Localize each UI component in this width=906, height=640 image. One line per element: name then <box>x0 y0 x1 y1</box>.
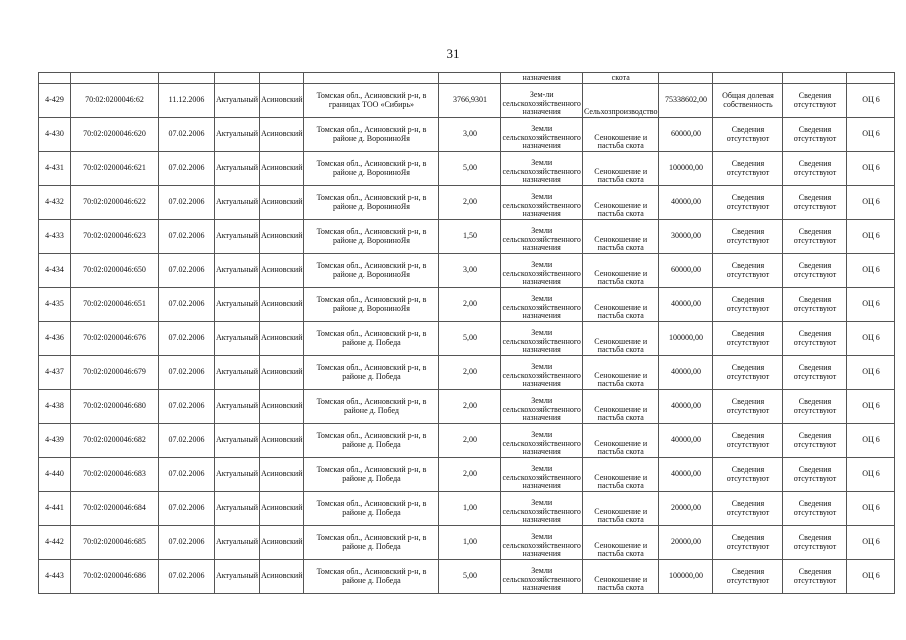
cell-empty <box>215 73 260 84</box>
cell-code: ОЦ 6 <box>847 356 895 390</box>
cell-purpose: Земли сельскохозяйственного назначения <box>501 356 582 390</box>
cell-status: Актуальный <box>215 254 260 288</box>
table-row <box>39 220 895 254</box>
cell-cad: 70:02:0200046:685 <box>71 526 159 560</box>
cell-holder: Сведения отсутствуют <box>783 390 847 424</box>
cell-status: Актуальный <box>215 526 260 560</box>
cell-status: Актуальный <box>215 424 260 458</box>
cell-cad: 70:02:0200046:620 <box>71 118 159 152</box>
cell-area: 5,00 <box>439 152 501 186</box>
cell-district: Асиновский <box>260 186 304 220</box>
table-row <box>39 322 895 356</box>
cell-code: ОЦ 6 <box>847 424 895 458</box>
cell-date: 07.02.2006 <box>159 254 215 288</box>
cell-area: 2,00 <box>439 458 501 492</box>
cell-holder: Сведения отсутствуют <box>783 84 847 118</box>
cell-area: 2,00 <box>439 356 501 390</box>
cell-value: 40000,00 <box>659 424 713 458</box>
cell-no: 4-439 <box>39 424 71 458</box>
cell-cad: 70:02:0200046:686 <box>71 560 159 594</box>
cell-right: Сведения отсутствуют <box>713 254 783 288</box>
cell-use: Сенокошение и пастьба скота <box>582 390 659 424</box>
cell-area: 1,00 <box>439 526 501 560</box>
cell-holder: Сведения отсутствуют <box>783 356 847 390</box>
cell-date: 07.02.2006 <box>159 152 215 186</box>
cell-use: Сенокошение и пастьба скота <box>582 288 659 322</box>
cell-purpose: Земли сельскохозяйственного назначения <box>501 152 582 186</box>
cell-status: Актуальный <box>215 322 260 356</box>
cell-purpose: Земли сельскохозяйственного назначения <box>501 492 582 526</box>
cell-empty <box>659 73 713 84</box>
cell-addr: Томская обл., Асиновский р-н, в районе д. ВорониноЯя <box>304 288 439 322</box>
cell-purpose: Земли сельскохозяйственного назначения <box>501 560 582 594</box>
cell-use: Сенокошение и пастьба скота <box>582 458 659 492</box>
cell-code: ОЦ 6 <box>847 492 895 526</box>
cell-cad: 70:02:0200046:622 <box>71 186 159 220</box>
cell-purpose: Зем-ли сельскохозяйственного назначения <box>501 84 582 118</box>
cell-code: ОЦ 6 <box>847 560 895 594</box>
cell-code: ОЦ 6 <box>847 84 895 118</box>
cell-no: 4-440 <box>39 458 71 492</box>
table-row <box>39 356 895 390</box>
cell-date: 07.02.2006 <box>159 288 215 322</box>
cell-purpose: Земли сельскохозяйственного назначения <box>501 390 582 424</box>
cell-code: ОЦ 6 <box>847 288 895 322</box>
cell-area: 5,00 <box>439 560 501 594</box>
cell-holder: Сведения отсутствуют <box>783 152 847 186</box>
cell-purpose: Земли сельскохозяйственного назначения <box>501 220 582 254</box>
table-row <box>39 254 895 288</box>
cell-use: Сенокошение и пастьба скота <box>582 152 659 186</box>
cell-district: Асиновский <box>260 118 304 152</box>
cell-district: Асиновский <box>260 526 304 560</box>
cell-date: 07.02.2006 <box>159 424 215 458</box>
cell-no: 4-438 <box>39 390 71 424</box>
cell-value: 40000,00 <box>659 356 713 390</box>
cell-district: Асиновский <box>260 356 304 390</box>
cell-use: Сенокошение и пастьба скота <box>582 492 659 526</box>
cell-status: Актуальный <box>215 186 260 220</box>
cell-right: Сведения отсутствуют <box>713 152 783 186</box>
cell-addr: Томская обл., Асиновский р-н, в районе д. Победа <box>304 356 439 390</box>
page-number: 31 <box>446 46 460 61</box>
cell-district: Асиновский <box>260 390 304 424</box>
cell-purpose: Земли сельскохозяйственного назначения <box>501 254 582 288</box>
cell-area: 5,00 <box>439 322 501 356</box>
cell-holder: Сведения отсутствуют <box>783 322 847 356</box>
carry-over-row <box>39 73 895 84</box>
cell-area: 3766,9301 <box>439 84 501 118</box>
cell-no: 4-432 <box>39 186 71 220</box>
cell-use: Сенокошение и пастьба скота <box>582 186 659 220</box>
cell-value: 40000,00 <box>659 458 713 492</box>
cell-no: 4-434 <box>39 254 71 288</box>
cell-district: Асиновский <box>260 458 304 492</box>
cell-value: 75338602,00 <box>659 84 713 118</box>
cell-right: Сведения отсутствуют <box>713 458 783 492</box>
cell-use: скота <box>582 73 659 84</box>
cell-date: 07.02.2006 <box>159 458 215 492</box>
cell-no: 4-443 <box>39 560 71 594</box>
cell-holder: Сведения отсутствуют <box>783 424 847 458</box>
cell-right: Сведения отсутствуют <box>713 356 783 390</box>
table-row <box>39 492 895 526</box>
cell-status: Актуальный <box>215 220 260 254</box>
cell-area: 2,00 <box>439 288 501 322</box>
cell-purpose: Земли сельскохозяйственного назначения <box>501 118 582 152</box>
cell-code: ОЦ 6 <box>847 390 895 424</box>
cell-district: Асиновский <box>260 424 304 458</box>
cell-addr: Томская обл., Асиновский р-н, в районе д. ВорониноЯя <box>304 220 439 254</box>
cell-status: Актуальный <box>215 390 260 424</box>
cell-purpose: назначения <box>501 73 582 84</box>
cell-cad: 70:02:0200046:651 <box>71 288 159 322</box>
cell-holder: Сведения отсутствуют <box>783 458 847 492</box>
cell-no: 4-433 <box>39 220 71 254</box>
table-row <box>39 152 895 186</box>
cell-cad: 70:02:0200046:679 <box>71 356 159 390</box>
cell-no: 4-431 <box>39 152 71 186</box>
cell-cad: 70:02:0200046:684 <box>71 492 159 526</box>
cell-status: Актуальный <box>215 288 260 322</box>
cell-cad: 70:02:0200046:62 <box>71 84 159 118</box>
cell-status: Актуальный <box>215 118 260 152</box>
cell-value: 100000,00 <box>659 560 713 594</box>
cell-empty <box>713 73 783 84</box>
cell-empty <box>260 73 304 84</box>
table-row <box>39 424 895 458</box>
cell-district: Асиновский <box>260 84 304 118</box>
cell-cad: 70:02:0200046:676 <box>71 322 159 356</box>
cell-right: Сведения отсутствуют <box>713 492 783 526</box>
cell-status: Актуальный <box>215 458 260 492</box>
cell-right: Сведения отсутствуют <box>713 560 783 594</box>
cell-area: 2,00 <box>439 424 501 458</box>
cell-district: Асиновский <box>260 492 304 526</box>
cell-status: Актуальный <box>215 492 260 526</box>
cell-value: 20000,00 <box>659 526 713 560</box>
cell-area: 3,00 <box>439 254 501 288</box>
cell-purpose: Земли сельскохозяйственного назначения <box>501 288 582 322</box>
cell-cad: 70:02:0200046:650 <box>71 254 159 288</box>
cell-cad: 70:02:0200046:683 <box>71 458 159 492</box>
cell-use: Сенокошение и пастьба скота <box>582 118 659 152</box>
cell-addr: Томская обл., Асиновский р-н, в границах ТОО «Сибирь» <box>304 84 439 118</box>
cell-status: Актуальный <box>215 84 260 118</box>
table-row <box>39 186 895 220</box>
cell-date: 07.02.2006 <box>159 560 215 594</box>
cell-no: 4-437 <box>39 356 71 390</box>
cell-purpose: Земли сельскохозяйственного назначения <box>501 424 582 458</box>
cell-addr: Томская обл., Асиновский р-н, в районе д. Победа <box>304 492 439 526</box>
cell-right: Сведения отсутствуют <box>713 220 783 254</box>
cell-right: Сведения отсутствуют <box>713 390 783 424</box>
cell-no: 4-441 <box>39 492 71 526</box>
cell-no: 4-435 <box>39 288 71 322</box>
cell-code: ОЦ 6 <box>847 458 895 492</box>
cell-use: Сенокошение и пастьба скота <box>582 254 659 288</box>
cell-right: Общая долевая собственность <box>713 84 783 118</box>
cell-addr: Томская обл., Асиновский р-н, в районе д. ВорониноЯя <box>304 152 439 186</box>
cell-use: Сельхозпроизводство <box>582 84 659 118</box>
cell-cad: 70:02:0200046:680 <box>71 390 159 424</box>
cell-value: 60000,00 <box>659 118 713 152</box>
cell-status: Актуальный <box>215 356 260 390</box>
cell-date: 07.02.2006 <box>159 322 215 356</box>
cell-value: 100000,00 <box>659 152 713 186</box>
table-row <box>39 560 895 594</box>
cell-value: 20000,00 <box>659 492 713 526</box>
cell-addr: Томская обл., Асиновский р-н, в районе д. Победа <box>304 322 439 356</box>
cell-holder: Сведения отсутствуют <box>783 118 847 152</box>
cell-district: Асиновский <box>260 322 304 356</box>
cell-empty <box>71 73 159 84</box>
cell-no: 4-429 <box>39 84 71 118</box>
cell-use: Сенокошение и пастьба скота <box>582 356 659 390</box>
cell-no: 4-436 <box>39 322 71 356</box>
cell-right: Сведения отсутствуют <box>713 118 783 152</box>
cell-area: 2,00 <box>439 390 501 424</box>
cell-district: Асиновский <box>260 288 304 322</box>
cell-addr: Томская обл., Асиновский р-н, в районе д. ВорониноЯя <box>304 186 439 220</box>
cell-purpose: Земли сельскохозяйственного назначения <box>501 322 582 356</box>
cell-use: Сенокошение и пастьба скота <box>582 220 659 254</box>
cell-date: 07.02.2006 <box>159 118 215 152</box>
cell-cad: 70:02:0200046:682 <box>71 424 159 458</box>
cell-no: 4-442 <box>39 526 71 560</box>
cell-addr: Томская обл., Асиновский р-н, в районе д. Победа <box>304 526 439 560</box>
table-row <box>39 84 895 118</box>
cell-code: ОЦ 6 <box>847 254 895 288</box>
cell-right: Сведения отсутствуют <box>713 526 783 560</box>
cell-code: ОЦ 6 <box>847 152 895 186</box>
cell-holder: Сведения отсутствуют <box>783 254 847 288</box>
cell-empty <box>439 73 501 84</box>
cell-addr: Томская обл., Асиновский р-н, в районе д. ВорониноЯя <box>304 254 439 288</box>
cell-code: ОЦ 6 <box>847 186 895 220</box>
cell-status: Актуальный <box>215 560 260 594</box>
cell-empty <box>159 73 215 84</box>
cell-holder: Сведения отсутствуют <box>783 492 847 526</box>
table-row <box>39 118 895 152</box>
cell-holder: Сведения отсутствуют <box>783 288 847 322</box>
cell-empty <box>304 73 439 84</box>
cell-district: Асиновский <box>260 560 304 594</box>
cell-date: 07.02.2006 <box>159 492 215 526</box>
cell-holder: Сведения отсутствуют <box>783 560 847 594</box>
cell-cad: 70:02:0200046:623 <box>71 220 159 254</box>
cell-no: 4-430 <box>39 118 71 152</box>
cell-date: 07.02.2006 <box>159 186 215 220</box>
cell-date: 07.02.2006 <box>159 526 215 560</box>
cell-district: Асиновский <box>260 152 304 186</box>
cell-right: Сведения отсутствуют <box>713 186 783 220</box>
table-row <box>39 390 895 424</box>
cell-date: 07.02.2006 <box>159 390 215 424</box>
cell-holder: Сведения отсутствуют <box>783 526 847 560</box>
cell-area: 2,00 <box>439 186 501 220</box>
cell-district: Асиновский <box>260 254 304 288</box>
cell-use: Сенокошение и пастьба скота <box>582 526 659 560</box>
cell-addr: Томская обл., Асиновский р-н, в районе д. Побед <box>304 390 439 424</box>
cell-holder: Сведения отсутствуют <box>783 186 847 220</box>
cell-status: Актуальный <box>215 152 260 186</box>
cell-area: 1,50 <box>439 220 501 254</box>
cell-right: Сведения отсутствуют <box>713 288 783 322</box>
cell-value: 100000,00 <box>659 322 713 356</box>
land-registry-table <box>38 72 895 594</box>
cell-value: 60000,00 <box>659 254 713 288</box>
cell-empty <box>39 73 71 84</box>
cell-right: Сведения отсутствуют <box>713 322 783 356</box>
cell-use: Сенокошение и пастьба скота <box>582 424 659 458</box>
cell-addr: Томская обл., Асиновский р-н, в районе д. Победа <box>304 424 439 458</box>
cell-holder: Сведения отсутствуют <box>783 220 847 254</box>
cell-use: Сенокошение и пастьба скота <box>582 560 659 594</box>
cell-use: Сенокошение и пастьба скота <box>582 322 659 356</box>
cell-purpose: Земли сельскохозяйственного назначения <box>501 186 582 220</box>
cell-area: 3,00 <box>439 118 501 152</box>
table-row <box>39 288 895 322</box>
cell-purpose: Земли сельскохозяйственного назначения <box>501 526 582 560</box>
cell-addr: Томская обл., Асиновский р-н, в районе д. ВорониноЯя <box>304 118 439 152</box>
cell-empty <box>783 73 847 84</box>
cell-date: 07.02.2006 <box>159 220 215 254</box>
cell-value: 40000,00 <box>659 390 713 424</box>
cell-empty <box>847 73 895 84</box>
cell-code: ОЦ 6 <box>847 322 895 356</box>
cell-purpose: Земли сельскохозяйственного назначения <box>501 458 582 492</box>
table-row <box>39 458 895 492</box>
cell-value: 30000,00 <box>659 220 713 254</box>
cell-value: 40000,00 <box>659 288 713 322</box>
cell-date: 07.02.2006 <box>159 356 215 390</box>
cell-right: Сведения отсутствуют <box>713 424 783 458</box>
cell-district: Асиновский <box>260 220 304 254</box>
cell-code: ОЦ 6 <box>847 220 895 254</box>
cell-addr: Томская обл., Асиновский р-н, в районе д. Победа <box>304 458 439 492</box>
cell-addr: Томская обл., Асиновский р-н, в районе д. Победа <box>304 560 439 594</box>
cell-area: 1,00 <box>439 492 501 526</box>
cell-cad: 70:02:0200046:621 <box>71 152 159 186</box>
cell-code: ОЦ 6 <box>847 118 895 152</box>
table-row <box>39 526 895 560</box>
cell-code: ОЦ 6 <box>847 526 895 560</box>
cell-date: 11.12.2006 <box>159 84 215 118</box>
cell-value: 40000,00 <box>659 186 713 220</box>
